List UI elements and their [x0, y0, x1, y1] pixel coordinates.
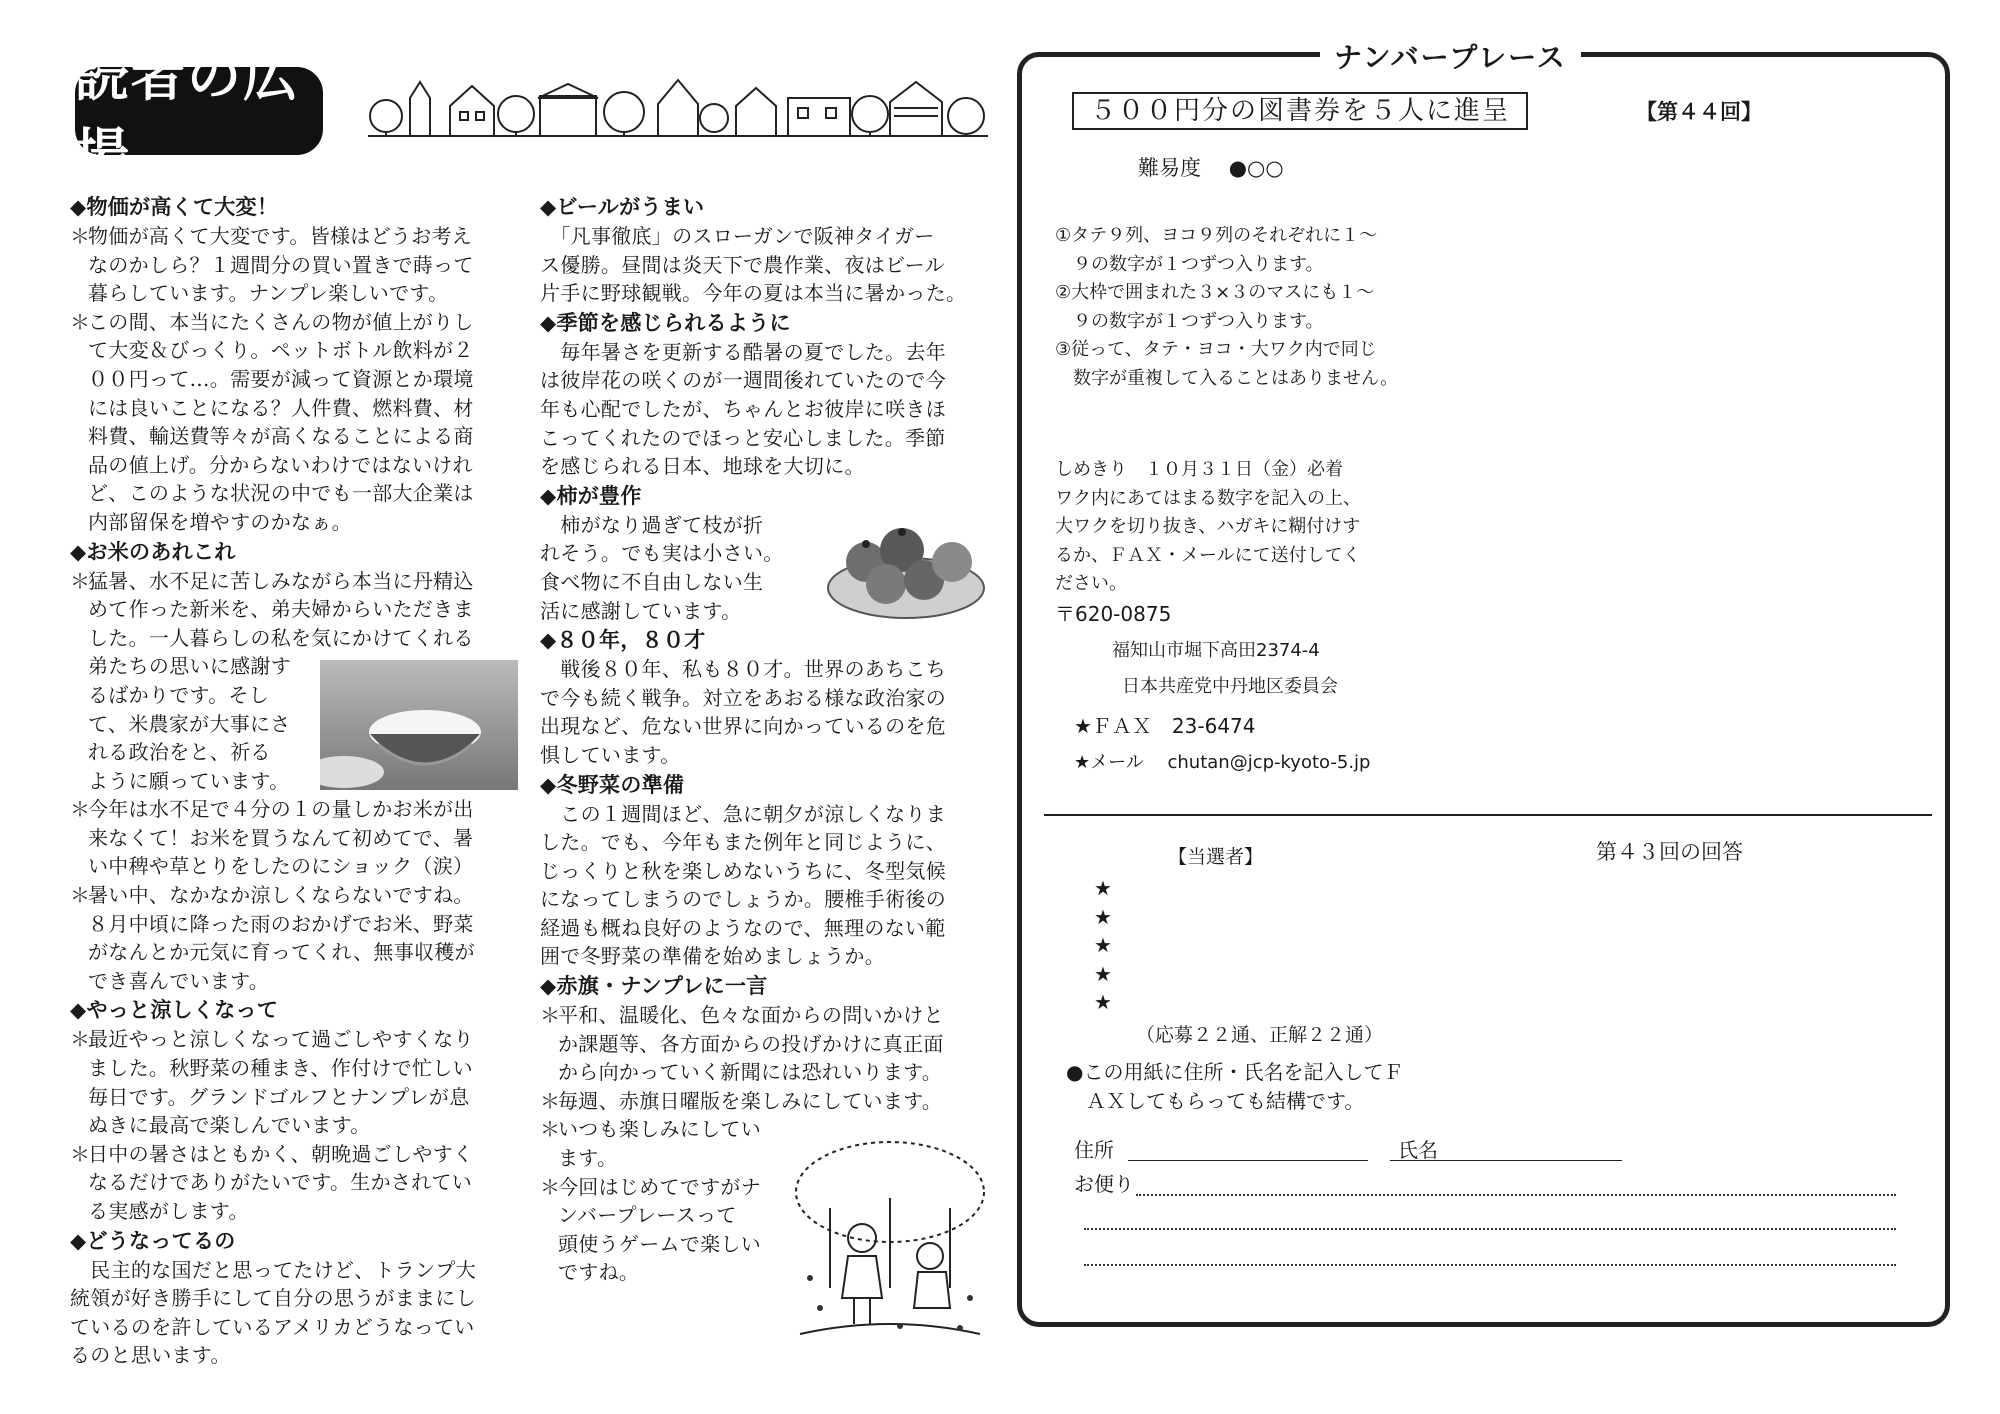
comment-text-narrow — [70, 652, 318, 795]
name-label: 氏名 — [1398, 1138, 1438, 1162]
comment-item — [70, 567, 510, 653]
text-line: この間、本当にたくさんの物が値上がりし — [88, 309, 474, 334]
text-line: るばかりです。そし — [88, 682, 270, 707]
comment-paragraph — [540, 338, 980, 481]
comment-paragraph — [540, 800, 980, 972]
text-line: ②大枠で囲まれた３×３のマスにも１～ — [1055, 282, 1375, 303]
text-line: ●この用紙に住所・氏名を記入してＦ — [1066, 1060, 1404, 1084]
text-line: 片手に野球観戦。今年の夏は本当に暑かった。 — [540, 281, 967, 306]
comment-item — [70, 222, 510, 308]
puzzle-rules — [1055, 222, 1475, 393]
text-line: ているのを許しているアメリカどうなってい — [70, 1314, 475, 1339]
text-line: て大変＆びっくり。ペットボトル飲料が２ — [88, 338, 474, 363]
number-place-title: ナンバープレース — [1320, 36, 1581, 76]
text-line: ★ — [1094, 990, 1112, 1014]
section-heading: ◆８０年，８０才 — [540, 628, 706, 653]
answer-label: 第４３回の回答 — [1596, 840, 1743, 864]
text-line: ス優勝。昼間は炎天下で農作業、夜はビール — [540, 252, 945, 277]
address-field[interactable] — [1128, 1160, 1368, 1161]
comment-item — [70, 1140, 510, 1226]
text-line: ★ — [1094, 933, 1112, 957]
text-line: れる政治をと、祈る — [88, 740, 271, 765]
text-line: から向かっていく新聞には恐れいります。 — [558, 1060, 943, 1085]
text-line: 弟たちの思いに感謝す — [88, 654, 291, 679]
text-line: ます。 — [558, 1146, 618, 1171]
section-heading: ◆お米のあれこれ — [70, 539, 236, 564]
text-line: 毎日です。グランドゴルフとナンプレが息 — [88, 1084, 470, 1109]
text-line: ００円って…。需要が減って資源とか環境 — [88, 366, 474, 391]
winners-label: 【当選者】 — [1168, 846, 1264, 868]
text-line: 囲で冬野菜の準備を始めましょうか。 — [540, 944, 886, 969]
comment-text — [88, 567, 510, 653]
difficulty — [1138, 152, 1284, 182]
letter-line-1[interactable] — [1136, 1194, 1896, 1196]
text-line: じっくりと秋を楽しめないうちに、冬型気候 — [540, 858, 946, 883]
comment-item — [70, 795, 510, 881]
asterisk-bullet: ＊ — [540, 1088, 561, 1113]
comment-item — [540, 1001, 980, 1087]
text-line: めて作った新米を、弟夫婦からいただきま — [88, 597, 474, 622]
rice-bowl-photo — [320, 660, 518, 790]
text-line: ★ — [1094, 876, 1112, 900]
letter-line-3[interactable] — [1084, 1264, 1896, 1266]
text-line: ぬきに最高で楽しんでいます。 — [88, 1113, 371, 1138]
comment-item — [70, 308, 510, 537]
section-heading: ◆柿が豊作 — [540, 483, 642, 508]
address-text: 福知山市堀下高田2374-4 — [1112, 640, 1320, 661]
asterisk-bullet: ＊ — [540, 1174, 561, 1199]
text-line: 最近やっと涼しくなって過ごしやすくなり — [88, 1027, 474, 1052]
text-line: は彼岸花の咲くのが一週間後れていたので今 — [540, 368, 946, 393]
text-line: て、米農家が大事にさ — [88, 711, 291, 736]
text-line: した。でも、今年もまた例年と同じように、 — [540, 830, 946, 855]
comment-text — [88, 308, 510, 537]
text-line: ど、このような状況の中でも一部大企業は — [88, 481, 474, 506]
persimmon-photo — [826, 510, 986, 622]
text-line: 民主的な国だと思ってたけど、トランプ大 — [70, 1257, 476, 1282]
text-line: ９の数字が１つずつ入ります。 — [1055, 253, 1324, 275]
prize-box: ５００円分の図書券を５人に進呈 — [1072, 92, 1528, 130]
text-line: しめきり １０月３１日（金）必着 — [1055, 459, 1343, 480]
address-label: 住所 — [1074, 1138, 1114, 1162]
text-line: 今年は水不足で４分の１の量しかお米が出 — [88, 797, 474, 822]
asterisk-bullet: ＊ — [540, 1003, 561, 1028]
text-line: 食べ物に不自由しない生 — [540, 569, 764, 594]
text-line: る実感がします。 — [88, 1199, 249, 1223]
text-line: 「凡事徹底」のスローガンで阪神タイガー — [540, 224, 935, 248]
winner-list — [1094, 874, 1112, 1017]
comment-text — [88, 795, 510, 881]
text-line: 経過も概ね良好のようなので、無理のない範 — [540, 915, 946, 940]
fax-note — [1066, 1058, 1403, 1115]
text-line: でき喜んでいます。 — [88, 968, 270, 993]
organization: 日本共産党中丹地区委員会 — [1122, 676, 1338, 697]
text-line: なのかしら？１週間分の買い置きで蒔って — [88, 252, 474, 277]
text-line: ＡＸしてもらっても結構です。 — [1066, 1088, 1365, 1113]
section-heading: ◆やっと涼しくなって — [70, 998, 279, 1023]
comment-paragraph — [540, 655, 980, 769]
text-line: 料費、輸送費等々が高くなることによる商 — [88, 424, 474, 449]
name-field[interactable] — [1390, 1160, 1622, 1161]
text-line: 平和、温暖化、色々な面からの問いかけと — [558, 1003, 944, 1028]
comment-text — [558, 1001, 980, 1087]
comment-text — [88, 881, 510, 995]
text-line: い中稗や草とりをしたのにショック（涙） — [88, 854, 474, 879]
letter-line-2[interactable] — [1084, 1228, 1896, 1230]
text-line: 来なくて！お米を買うなんて初めてで、暑 — [88, 825, 474, 850]
comment-item — [70, 881, 510, 995]
comment-text — [88, 222, 510, 308]
text-line: るのと思います。 — [70, 1343, 231, 1368]
text-line: ★ — [1094, 961, 1112, 986]
text-line: なるだけでありがたいです。生かされてい — [88, 1170, 473, 1195]
text-line: 頭使うゲームで楽しい — [558, 1231, 761, 1256]
text-line: か課題等、各方面からの投げかけに真正面 — [558, 1031, 944, 1056]
text-line: ワク内にあてはまる数字を記入の上、 — [1055, 487, 1361, 509]
text-line: るか、ＦＡＸ・メールにて送付してく — [1055, 544, 1361, 566]
text-line: 日中の暑さはともかく、朝晩過ごしやすく — [88, 1141, 474, 1166]
comment-text — [88, 1025, 510, 1139]
children-illustration — [790, 1138, 990, 1338]
asterisk-bullet: ＊ — [70, 1027, 91, 1052]
text-line: いつも楽しみにしてい — [558, 1117, 761, 1142]
asterisk-bullet: ＊ — [70, 309, 91, 334]
section-heading: ◆物価が高くて大変！ — [70, 195, 279, 219]
text-line: を感じられる日本、地球を大切に。 — [540, 454, 865, 479]
postal-code: 〒620-0875 — [1055, 602, 1172, 626]
letter-label: お便り — [1074, 1172, 1134, 1196]
text-line: 毎年暑さを更新する酷暑の夏でした。去年 — [540, 339, 946, 364]
asterisk-bullet: ＊ — [70, 797, 91, 822]
text-line: がなんとか元気に育ってくれ、無事収穫が — [88, 940, 475, 965]
asterisk-bullet: ＊ — [70, 1141, 91, 1166]
text-line: ですね。 — [558, 1260, 640, 1285]
text-line: になってしまうのでしょうか。腰椎手術後の — [540, 887, 946, 912]
text-line: 戦後８０年、私も８０才。世界のあちこち — [540, 657, 946, 682]
text-line: ように願っています。 — [88, 768, 290, 793]
entry-stats: （応募２２通、正解２２通） — [1136, 1024, 1384, 1046]
text-line: 柿がなり過ぎて枝が折 — [540, 512, 764, 537]
asterisk-bullet: ＊ — [70, 883, 91, 908]
section-heading: ◆季節を感じられるように — [540, 310, 791, 335]
section-heading: ◆赤旗・ナンプレに一言 — [540, 974, 768, 999]
reader-column-2 — [540, 192, 980, 1287]
comment-item — [540, 1087, 980, 1116]
text-line: 物価が高くて大変です。皆様はどうお考え — [88, 224, 473, 248]
text-line: 毎週、赤旗日曜版を楽しみにしています。 — [558, 1088, 943, 1113]
email-address: ★メール chutan@jcp-kyoto-5.jp — [1074, 752, 1371, 773]
text-line: ★ — [1094, 904, 1112, 929]
text-line: には良いことになる？人件費、燃料費、材 — [88, 395, 474, 420]
section-divider — [1044, 814, 1932, 816]
puzzle-instructions — [1055, 456, 1475, 599]
text-line: こってくれたのでほっと安心しました。季節 — [540, 425, 946, 450]
text-line: ンバープレースって — [558, 1203, 737, 1228]
text-line: ③従って、タテ・ヨコ・大ワク内で同じ — [1055, 339, 1377, 360]
text-line: 惧しています。 — [540, 742, 681, 767]
text-line: この１週間ほど、急に朝夕が涼しくなりま — [540, 801, 946, 826]
text-line: 数字が重複して入ることはありません。 — [1055, 367, 1399, 389]
text-line: ①タテ９列、ヨコ９列のそれぞれに１～ — [1055, 225, 1378, 246]
text-line: 年も心配でしたが、ちゃんとお彼岸に咲きほ — [540, 396, 946, 421]
text-line: 統領が好き勝手にして自分の思うがままにし — [70, 1286, 476, 1311]
section-heading: ◆どうなってるの — [70, 1228, 236, 1253]
difficulty-marks: ●○○ — [1228, 156, 1284, 180]
text-line: ました。秋野菜の種まき、作付けで忙しい — [88, 1056, 473, 1081]
text-line: れそう。でも実は小さい。 — [540, 541, 784, 566]
text-line: で今も続く戦争。対立をあおる様な政治家の — [540, 685, 946, 710]
comment-paragraph — [540, 222, 980, 308]
round-label: 【第４４回】 — [1636, 100, 1762, 124]
text-line: 大ワクを切り抜き、ハガキに糊付けす — [1055, 516, 1361, 537]
comment-text — [558, 1087, 980, 1116]
comment-paragraph — [70, 1256, 510, 1370]
houses-illustration — [368, 78, 990, 140]
text-line: ８月中頃に降った雨のおかげでお米、野菜 — [88, 911, 474, 936]
comment-text — [88, 1140, 510, 1226]
fax-number: ★ＦＡＸ 23-6474 — [1074, 714, 1256, 738]
asterisk-bullet: ＊ — [70, 568, 91, 593]
text-line: 出現など、危ない世界に向かっているのを危 — [540, 714, 946, 739]
text-line: 品の値上げ。分からないわけではないけれ — [88, 452, 473, 477]
text-line: した。一人暮らしの私を気にかけてくれる — [88, 625, 474, 650]
comment-item — [70, 1025, 510, 1139]
asterisk-bullet: ＊ — [70, 224, 91, 248]
page-title: 読者の広場 — [75, 67, 323, 155]
text-line: 活に感謝しています。 — [540, 598, 742, 623]
difficulty-label: 難易度 — [1138, 156, 1201, 180]
text-line: ださい。 — [1055, 573, 1127, 594]
text-line: 今回はじめてですがナ — [558, 1174, 761, 1199]
text-line: 暑い中、なかなか涼しくならないですね。 — [88, 883, 474, 908]
section-heading: ◆冬野菜の準備 — [540, 772, 685, 797]
asterisk-bullet: ＊ — [540, 1117, 561, 1142]
text-line: ９の数字が１つずつ入ります。 — [1055, 310, 1324, 332]
text-line: 猛暑、水不足に苦しみながら本当に丹精込 — [88, 568, 474, 593]
text-line: 内部留保を増やすのかなぁ。 — [88, 509, 352, 534]
text-line: 暮らしています。ナンプレ楽しいです。 — [88, 281, 449, 306]
section-heading: ◆ビールがうまい — [540, 195, 705, 219]
